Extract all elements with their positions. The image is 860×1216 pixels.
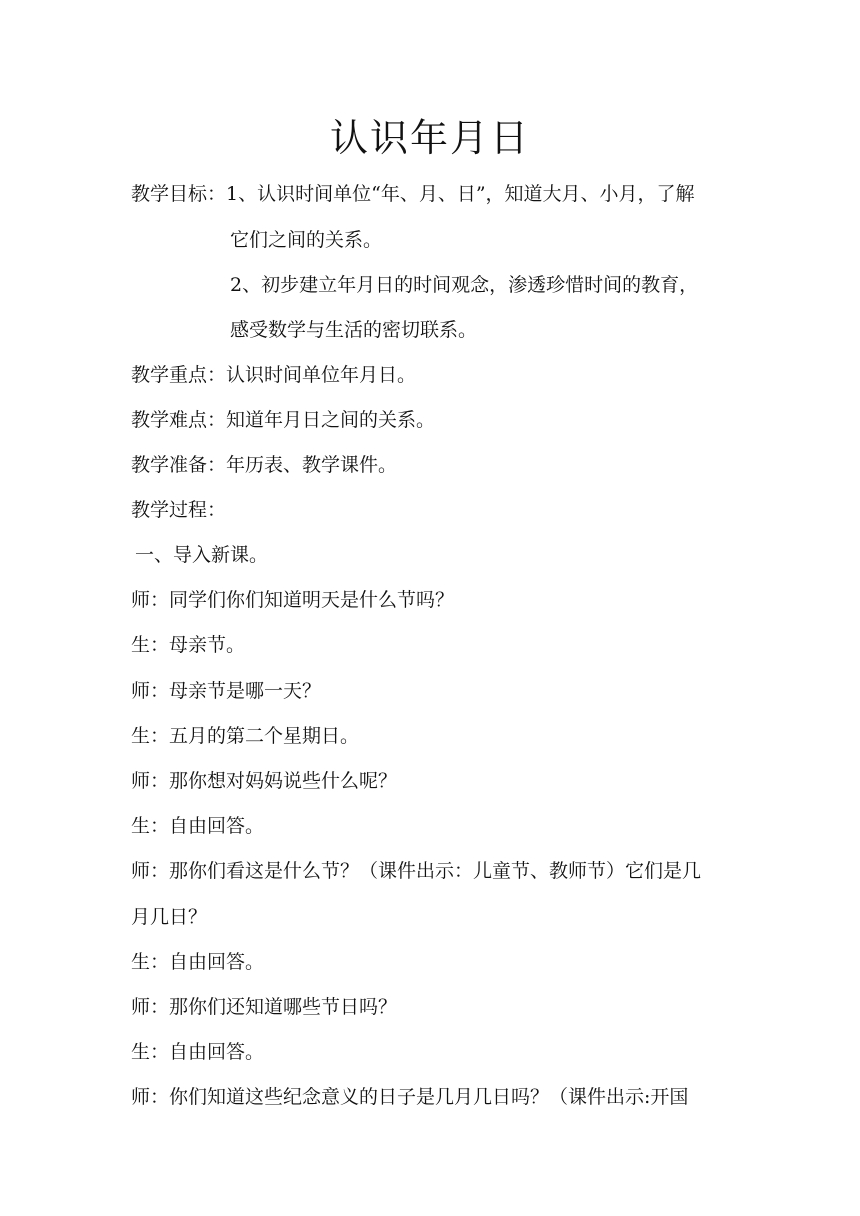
preparation-text: 年历表、教学课件。 bbox=[226, 454, 398, 476]
objective-1-text: 1、认识时间单位“年、月、日”，知道大月、小月，了解 bbox=[226, 183, 695, 205]
preparation-label: 教学准备： bbox=[131, 454, 227, 476]
difficulty-label: 教学难点： bbox=[131, 409, 227, 431]
dialogue-line: 师：同学们你们知道明天是什么节吗？ bbox=[131, 589, 455, 611]
dialogue-line: 师：那你想对妈妈说些什么呢？ bbox=[131, 770, 398, 792]
objective-2-text: 2、初步建立年月日的时间观念，渗透珍惜时间的教育， bbox=[230, 274, 699, 296]
process-label: 教学过程： bbox=[131, 499, 227, 521]
dialogue-line: 师：你们知道这些纪念意义的日子是几月几日吗？（课件出示:开国 bbox=[131, 1086, 689, 1108]
dialogue-line: 生：自由回答。 bbox=[131, 815, 265, 837]
dialogue-line: 生：五月的第二个星期日。 bbox=[131, 725, 360, 747]
dialogue-line: 生：自由回答。 bbox=[131, 1041, 265, 1063]
dialogue-line: 生：自由回答。 bbox=[131, 951, 265, 973]
difficulty-text: 知道年月日之间的关系。 bbox=[226, 409, 436, 431]
preparation-line bbox=[131, 450, 751, 480]
objective-1-continuation: 它们之间的关系。 bbox=[230, 229, 383, 251]
key-point-label: 教学重点： bbox=[131, 364, 227, 386]
dialogue-line: 月几日？ bbox=[131, 906, 208, 928]
dialogue-line: 师：母亲节是哪一天？ bbox=[131, 680, 322, 702]
objectives-line-1 bbox=[131, 179, 751, 209]
objectives-label: 教学目标： bbox=[131, 183, 227, 205]
section-heading-1: 一、导入新课。 bbox=[135, 544, 269, 566]
difficulty-line bbox=[131, 405, 751, 435]
dialogue-line: 师：那你们还知道哪些节日吗？ bbox=[131, 996, 398, 1018]
objective-2-continuation: 感受数学与生活的密切联系。 bbox=[230, 319, 478, 341]
dialogue-line: 生：母亲节。 bbox=[131, 634, 246, 656]
key-point-text: 认识时间单位年月日。 bbox=[226, 364, 417, 386]
key-point-line bbox=[131, 360, 751, 390]
dialogue-line: 师：那你们看这是什么节？（课件出示：儿童节、教师节）它们是几 bbox=[131, 860, 702, 882]
document-title: 认识年月日 bbox=[329, 116, 530, 160]
